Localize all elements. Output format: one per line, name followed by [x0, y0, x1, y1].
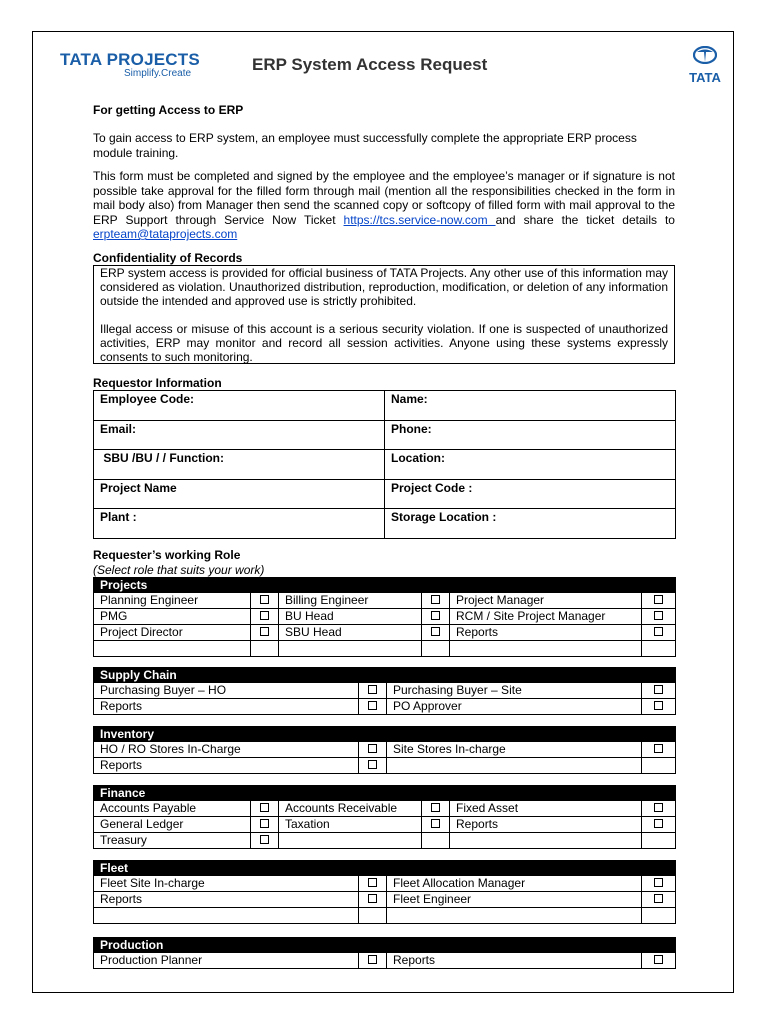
- planning-engineer-checkbox[interactable]: [260, 595, 269, 604]
- project-name-field[interactable]: Project Name: [94, 479, 385, 509]
- brand-name: TATA PROJECTS: [60, 50, 200, 69]
- role-label: Billing Engineer: [279, 593, 422, 609]
- billing-engineer-checkbox[interactable]: [431, 595, 440, 604]
- supply-chain-table: [93, 667, 676, 715]
- table-row: [94, 938, 676, 953]
- table-row: [94, 833, 676, 849]
- role-label: Treasury: [94, 833, 251, 849]
- fleet-allocation-manager-checkbox[interactable]: [654, 878, 663, 887]
- fleet-title: Fleet: [94, 861, 359, 876]
- fleet-table: [93, 860, 676, 924]
- location-field[interactable]: Location:: [385, 450, 676, 480]
- role-label: HO / RO Stores In-Charge: [94, 742, 359, 758]
- fleet-site-incharge-checkbox[interactable]: [368, 878, 377, 887]
- projects-reports-checkbox[interactable]: [654, 627, 663, 636]
- role-label: Project Director: [94, 625, 251, 641]
- production-reports-checkbox[interactable]: [654, 955, 663, 964]
- role-label: SBU Head: [279, 625, 422, 641]
- role-label: Reports: [450, 625, 642, 641]
- confidentiality-heading: Confidentiality of Records: [93, 251, 243, 265]
- page-title: ERP System Access Request: [252, 55, 488, 74]
- role-label: Production Planner: [94, 953, 359, 969]
- table-row: [94, 683, 676, 699]
- role-label: PMG: [94, 609, 251, 625]
- table-row: [94, 450, 676, 480]
- plant-field[interactable]: Plant :: [94, 509, 385, 539]
- role-label: Fleet Site In-charge: [94, 876, 359, 892]
- project-manager-checkbox[interactable]: [654, 595, 663, 604]
- pmg-checkbox[interactable]: [260, 611, 269, 620]
- finance-table: [93, 785, 676, 849]
- table-row: [94, 625, 676, 641]
- service-now-link[interactable]: https://tcs.service-now.com: [343, 212, 496, 227]
- production-title: Production: [94, 938, 359, 953]
- purchasing-buyer-site-checkbox[interactable]: [654, 685, 663, 694]
- confidentiality-paragraph-2: Illegal access or misuse of this account is a serious security violation. If one is suspected of unauthorized activities, ERP may monitor and record all session activities. Anyone using these systems expressly consents to such monitoring.: [100, 322, 668, 364]
- role-label: Site Stores In-charge: [387, 742, 642, 758]
- intro-paragraph-1: To gain access to ERP system, an employee must successfully complete the appropriate ERP process module training.: [93, 131, 637, 160]
- requestor-table: [93, 390, 676, 539]
- access-heading: For getting Access to ERP: [93, 103, 244, 117]
- role-label: Reports: [94, 699, 359, 715]
- fleet-engineer-checkbox[interactable]: [654, 894, 663, 903]
- confidentiality-box: [93, 265, 675, 364]
- project-code-field[interactable]: Project Code :: [385, 479, 676, 509]
- table-row: [94, 668, 676, 683]
- table-row: [94, 509, 676, 539]
- role-label: Fleet Engineer: [387, 892, 642, 908]
- accounts-receivable-checkbox[interactable]: [431, 803, 440, 812]
- role-label: Fleet Allocation Manager: [387, 876, 642, 892]
- intro-text-after: and share the ticket details to: [495, 212, 675, 227]
- table-row: [94, 953, 676, 969]
- accounts-payable-checkbox[interactable]: [260, 803, 269, 812]
- table-row: [94, 578, 676, 593]
- roles-heading: Requester’s working Role: [93, 548, 241, 562]
- inventory-title: Inventory: [94, 727, 359, 742]
- general-ledger-checkbox[interactable]: [260, 819, 269, 828]
- table-row: [94, 908, 676, 924]
- inventory-reports-checkbox[interactable]: [368, 760, 377, 769]
- intro-paragraph-2: [93, 169, 675, 242]
- brand-tagline: Simplify.Create: [124, 68, 192, 79]
- finance-title: Finance: [94, 786, 251, 801]
- name-field[interactable]: Name:: [385, 391, 676, 421]
- role-label: Planning Engineer: [94, 593, 251, 609]
- intro-text: This form must be completed and signed by the employee and the employee’s manager or if signature is not possible take approval for the filled form through mail (mention all the responsibilities checked in the form in mail body also) from Manager then send the scanned copy or softcopy of filled form with mail approval to the ERP Support through Service Now Ticket: [93, 169, 675, 227]
- project-director-checkbox[interactable]: [260, 627, 269, 636]
- tata-logo-word: TATA: [689, 70, 721, 85]
- role-label: Accounts Receivable: [279, 801, 422, 817]
- table-row: [94, 861, 676, 876]
- production-planner-checkbox[interactable]: [368, 955, 377, 964]
- confidentiality-paragraph-1: ERP system access is provided for official business of TATA Projects. Any other use of this information may considered as violation. Unauthorized distribution, reproduction, modification, or deletion of any information outside the intended and approved use is strictly prohibited.: [100, 266, 668, 308]
- po-approver-checkbox[interactable]: [654, 701, 663, 710]
- sbu-function-field[interactable]: SBU /BU / / Function:: [94, 450, 385, 480]
- supply-chain-title: Supply Chain: [94, 668, 359, 683]
- requestor-heading: Requestor Information: [93, 376, 222, 390]
- tata-logo: [682, 46, 728, 85]
- role-label: Purchasing Buyer – HO: [94, 683, 359, 699]
- storage-location-field[interactable]: Storage Location :: [385, 509, 676, 539]
- table-row: [94, 391, 676, 421]
- fleet-reports-checkbox[interactable]: [368, 894, 377, 903]
- phone-field[interactable]: Phone:: [385, 420, 676, 450]
- ho-ro-stores-checkbox[interactable]: [368, 744, 377, 753]
- tata-projects-logo: [60, 50, 200, 79]
- role-label: PO Approver: [387, 699, 642, 715]
- erpteam-email-link[interactable]: erpteam@tataprojects.com: [93, 227, 238, 241]
- table-row: [94, 479, 676, 509]
- roles-subheading: (Select role that suits your work): [93, 563, 265, 577]
- sbu-head-checkbox[interactable]: [431, 627, 440, 636]
- inventory-table: [93, 726, 676, 774]
- table-row: [94, 727, 676, 742]
- role-label: Reports: [94, 892, 359, 908]
- taxation-checkbox[interactable]: [431, 819, 440, 828]
- supply-chain-reports-checkbox[interactable]: [368, 701, 377, 710]
- role-label: Purchasing Buyer – Site: [387, 683, 642, 699]
- production-table: [93, 937, 676, 969]
- table-row: [94, 786, 676, 801]
- table-row: [94, 742, 676, 758]
- role-label: BU Head: [279, 609, 422, 625]
- role-label: Taxation: [279, 817, 422, 833]
- table-row: [94, 641, 676, 657]
- finance-reports-checkbox[interactable]: [654, 819, 663, 828]
- role-label: Project Manager: [450, 593, 642, 609]
- tata-emblem-icon: [693, 46, 717, 64]
- table-row: [94, 609, 676, 625]
- fixed-asset-checkbox[interactable]: [654, 803, 663, 812]
- table-row: [94, 420, 676, 450]
- email-field[interactable]: Email:: [94, 420, 385, 450]
- table-row: [94, 593, 676, 609]
- table-row: [94, 817, 676, 833]
- employee-code-field[interactable]: Employee Code:: [94, 391, 385, 421]
- table-row: [94, 758, 676, 774]
- purchasing-buyer-ho-checkbox[interactable]: [368, 685, 377, 694]
- table-row: [94, 801, 676, 817]
- table-row: [94, 892, 676, 908]
- role-label: RCM / Site Project Manager: [450, 609, 642, 625]
- treasury-checkbox[interactable]: [260, 835, 269, 844]
- projects-title: Projects: [94, 578, 251, 593]
- table-row: [94, 876, 676, 892]
- table-row: [94, 699, 676, 715]
- role-label: Reports: [94, 758, 359, 774]
- projects-table: [93, 577, 676, 657]
- site-stores-checkbox[interactable]: [654, 744, 663, 753]
- role-label: Reports: [450, 817, 642, 833]
- role-label: General Ledger: [94, 817, 251, 833]
- role-label: Reports: [387, 953, 642, 969]
- role-label: Accounts Payable: [94, 801, 251, 817]
- role-label: Fixed Asset: [450, 801, 642, 817]
- rcm-site-project-manager-checkbox[interactable]: [654, 611, 663, 620]
- bu-head-checkbox[interactable]: [431, 611, 440, 620]
